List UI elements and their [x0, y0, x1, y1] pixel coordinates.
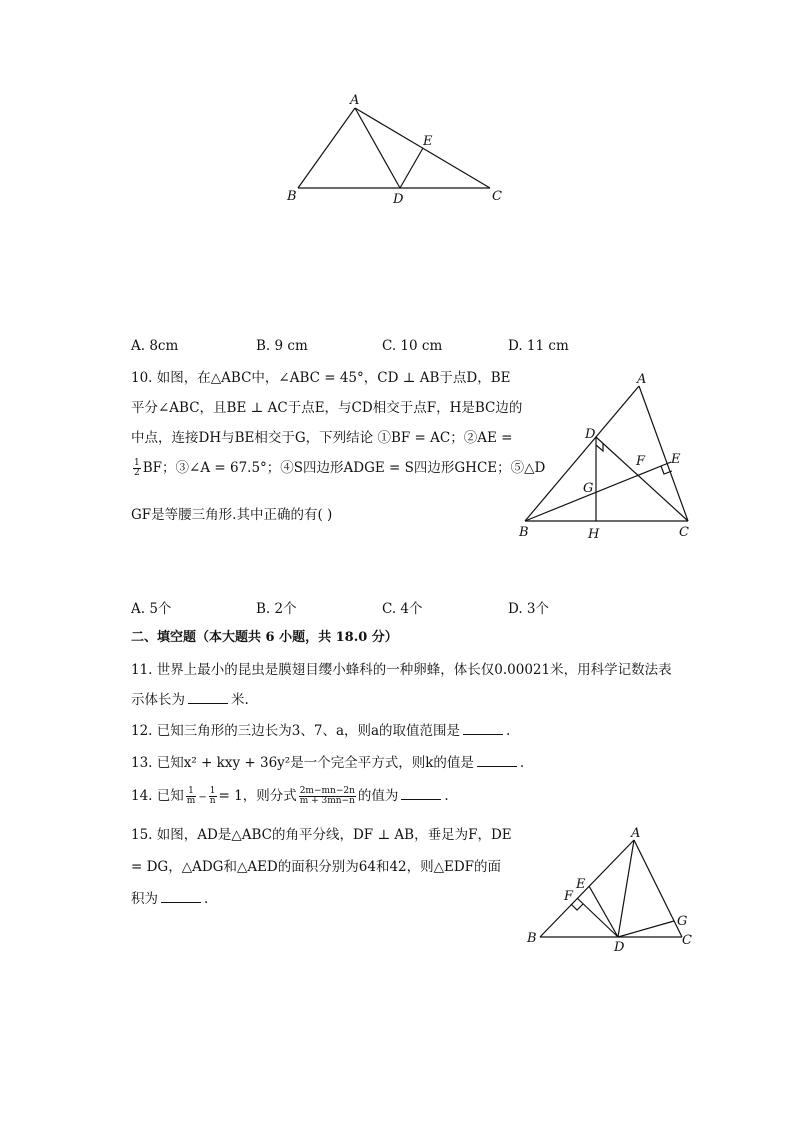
q13-period: . — [519, 755, 525, 771]
section-heading-fill-blank: 二、填空题（本大题共 6 小题，共 18.0 分） — [131, 630, 398, 645]
q15-line-3-wrap — [131, 889, 208, 909]
q12-text: 12. 已知三角形的三边长为3、7、a，则a的取值范围是 — [131, 723, 461, 739]
q9-choice-a: A. 8cm — [131, 338, 179, 354]
q10-choice-b: B. 2个 — [256, 601, 297, 617]
q14-text-eq: = 1，则分式 — [218, 788, 297, 804]
q12-wrap — [131, 721, 510, 741]
q15-answer-blank[interactable] — [161, 890, 201, 903]
label-A: A — [637, 372, 647, 387]
q13-wrap — [131, 753, 524, 773]
q11-answer-blank[interactable] — [188, 691, 228, 704]
label-B: B — [287, 189, 297, 204]
label-G: G — [583, 481, 594, 496]
q10-line-5: GF是等腰三角形.其中正确的有( ) — [131, 507, 333, 523]
q10-choice-c: C. 4个 — [382, 601, 423, 617]
figure-triangle-abc — [280, 90, 510, 210]
q14-answer-blank[interactable] — [401, 787, 441, 800]
q14-fraction-1-over-n: $\frac{1}{n}$ — [209, 786, 216, 806]
q10-line-4-wrap — [131, 458, 545, 478]
q14-period: . — [444, 788, 449, 804]
q12-answer-blank[interactable] — [463, 722, 503, 735]
label-D: D — [614, 940, 625, 955]
q10-line-1: 10. 如图，在△ABC中，∠ABC = 45°，CD ⊥ AB于点D，BE — [131, 370, 511, 386]
q14-text-c: 的值为 — [357, 788, 399, 804]
q14-minus: − — [198, 792, 207, 803]
q13-answer-blank[interactable] — [477, 754, 517, 767]
label-E: E — [576, 877, 586, 892]
figure-angle-bisector — [520, 822, 705, 957]
label-G: G — [677, 914, 688, 929]
label-D: D — [393, 192, 404, 207]
q10-choice-d: D. 3个 — [508, 601, 550, 617]
label-E: E — [423, 134, 433, 149]
label-H: H — [588, 527, 600, 542]
label-F: F — [564, 889, 574, 904]
label-D: D — [585, 427, 596, 442]
q14-fraction-expression: $\frac{2m-mn-2n}{m + 3mn-n}$ — [299, 786, 355, 806]
q12-period: . — [506, 723, 511, 739]
q15-line-3b: . — [204, 891, 209, 907]
q10-line-4: BF；③∠A = 67.5°；④S四边形ADGE = S四边形GHCE；⑤△D — [142, 460, 546, 476]
q14-text-a: 14. 已知 — [131, 788, 184, 804]
figure-triangle-abc-altitudes — [515, 370, 705, 545]
label-C: C — [679, 525, 689, 540]
q15-line-2: = DG，△ADG和△AED的面积分别为64和42，则△EDF的面 — [131, 859, 502, 875]
label-B: B — [519, 525, 529, 540]
q14-fraction-1-over-m: $\frac{1}{m}$ — [186, 786, 196, 806]
label-A: A — [631, 826, 641, 841]
q15-line-3a: 积为 — [131, 891, 158, 907]
q11-line-2a: 示体长为 — [131, 692, 185, 708]
label-F: F — [636, 454, 646, 469]
q10-choice-a: A. 5个 — [131, 601, 172, 617]
q11-line-2-wrap — [131, 690, 249, 710]
label-C: C — [492, 189, 502, 204]
q9-choice-d: D. 11 cm — [508, 338, 569, 354]
q9-choice-b: B. 9 cm — [256, 338, 308, 354]
q13-text: 13. 已知x² + kxy + 36y²是一个完全平方式，则k的值是 — [131, 755, 474, 771]
q15-line-1: 15. 如图，AD是△ABC的角平分线，DF ⊥ AB，垂足为F，DE — [131, 827, 512, 843]
q10-line-2: 平分∠ABC，且BE ⊥ AC于点E，与CD相交于点F，H是BC边的 — [131, 400, 523, 416]
label-B: B — [527, 931, 537, 946]
q10-fraction-half: $\frac{1}{2}$ — [134, 458, 140, 478]
q9-choice-c: C. 10 cm — [382, 338, 443, 354]
q14-wrap — [131, 786, 449, 808]
label-C: C — [682, 933, 692, 948]
q11-line-2b: 米. — [231, 692, 249, 708]
q10-line-3: 中点，连接DH与BE相交于G，下列结论 ①BF = AC；②AE = — [131, 430, 513, 446]
label-A: A — [350, 93, 360, 108]
label-E: E — [671, 452, 681, 467]
q11-line-1: 11. 世界上最小的昆虫是膜翅目缨小蜂科的一种卵蜂，体长仅0.00021米，用科学记数法表 — [131, 662, 672, 678]
